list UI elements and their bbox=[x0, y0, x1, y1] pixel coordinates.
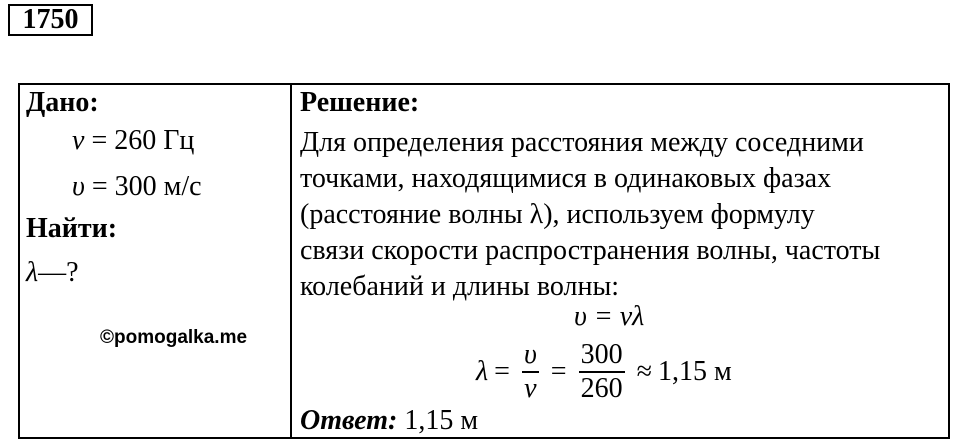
speed-value: = 300 м/с bbox=[84, 171, 202, 202]
fraction-symbolic bbox=[522, 339, 539, 405]
solution-text-line: точками, находящимися в одинаковых фазах bbox=[300, 163, 832, 194]
frequency-symbol: ν bbox=[72, 125, 85, 156]
solution-heading: Решение: bbox=[300, 87, 420, 118]
solution-text-line: колебаний и длины волны: bbox=[300, 271, 620, 302]
answer-value: 1,15 м bbox=[397, 405, 479, 436]
wavelength-symbol: λ bbox=[26, 257, 39, 288]
equals-sign: = bbox=[494, 356, 510, 387]
solution-paragraph bbox=[300, 125, 940, 305]
wave-speed-formula: υ = νλ bbox=[574, 301, 645, 332]
calc-lhs: λ bbox=[476, 356, 489, 387]
answer-label: Ответ: bbox=[300, 405, 398, 436]
speed-symbol: υ bbox=[72, 171, 85, 202]
given-speed bbox=[72, 171, 202, 203]
fraction-numerator: υ bbox=[523, 339, 537, 370]
watermark: ©pomogalka.me bbox=[100, 327, 248, 348]
given-column bbox=[20, 85, 290, 437]
given-frequency bbox=[72, 125, 194, 157]
wavelength-calculation bbox=[476, 337, 732, 407]
calc-result: 1,15 м bbox=[657, 356, 732, 387]
fraction-denominator: 260 bbox=[580, 373, 623, 404]
approx-sign: ≈ bbox=[636, 356, 652, 387]
equals-sign: = bbox=[550, 356, 567, 387]
given-heading: Дано: bbox=[26, 87, 99, 118]
fraction-numeric bbox=[579, 339, 625, 405]
solution-text-line: связи скорости распространения волны, частоты bbox=[300, 235, 881, 266]
fraction-numerator: 300 bbox=[580, 339, 623, 370]
fraction-denominator: ν bbox=[524, 373, 537, 404]
find-wavelength bbox=[26, 257, 79, 289]
solution-table bbox=[18, 83, 950, 439]
answer bbox=[300, 405, 478, 437]
find-question: —? bbox=[38, 257, 79, 288]
solution-text-line: Для определения расстояния между соседними bbox=[300, 127, 864, 158]
find-heading: Найти: bbox=[26, 213, 118, 244]
problem-number: 1750 bbox=[8, 4, 93, 36]
solution-text-line: (расстояние волны λ), используем формулу bbox=[300, 199, 815, 230]
frequency-value: = 260 Гц bbox=[84, 125, 195, 156]
solution-column bbox=[292, 85, 948, 437]
